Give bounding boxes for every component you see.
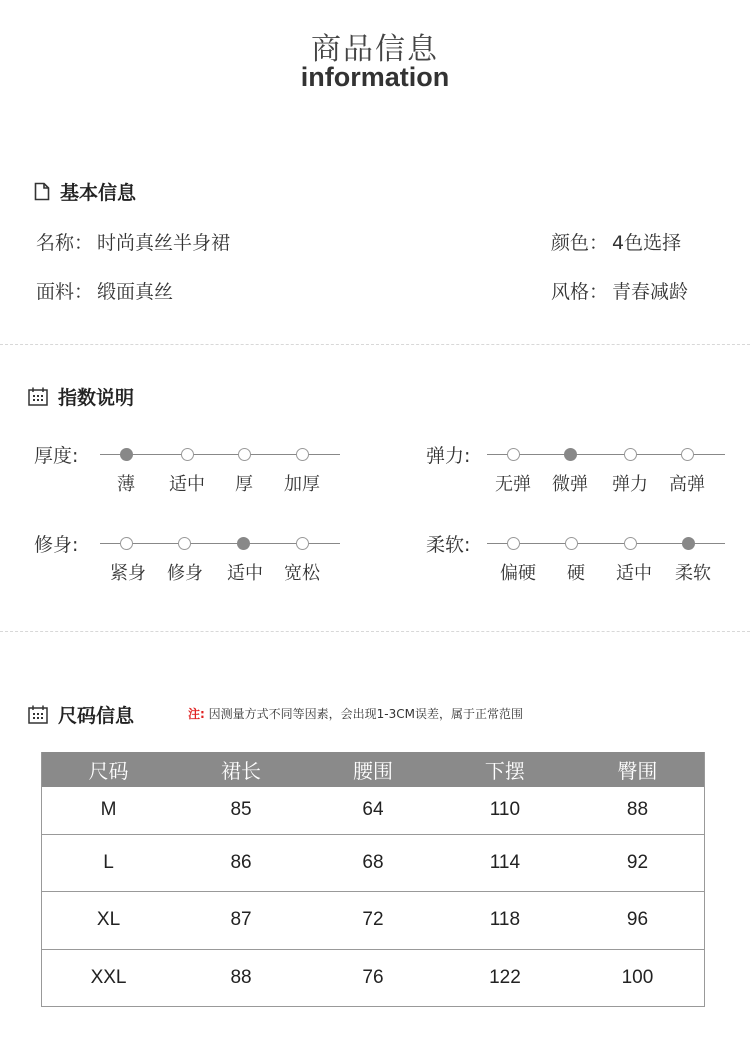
scale-dot-selected (564, 448, 577, 461)
scale-option: 柔软 (675, 563, 711, 584)
scale-thickness (100, 454, 340, 495)
scale-option: 加厚 (284, 474, 320, 495)
scale-label-thickness: 厚度: (34, 445, 79, 467)
info-fabric-label: 面料： (36, 281, 94, 303)
scale-option: 修身 (167, 563, 203, 584)
table-header-row (42, 752, 705, 787)
divider (0, 344, 750, 345)
scale-option: 适中 (169, 474, 205, 495)
table-cell: 122 (439, 949, 571, 1007)
info-style (551, 277, 688, 304)
size-note-text: 因测量方式不同等因素，会出现1-3CM误差，属于正常范围 (208, 707, 523, 721)
table-header: 臀围 (571, 752, 705, 787)
table-cell: 88 (175, 949, 307, 1007)
scale-option: 厚 (235, 474, 253, 495)
table-row (42, 834, 705, 892)
table-cell: 92 (571, 834, 705, 892)
table-cell: 72 (307, 892, 439, 950)
index-heading (28, 383, 134, 410)
table-cell: 96 (571, 892, 705, 950)
table-cell: 76 (307, 949, 439, 1007)
scale-option: 微弹 (552, 474, 588, 495)
scale-dot (238, 448, 251, 461)
table-header: 尺码 (42, 752, 176, 787)
table-cell: XXL (42, 949, 176, 1007)
info-fabric (36, 277, 173, 304)
scale-dot (181, 448, 194, 461)
scale-softness (487, 543, 725, 584)
scale-option: 偏硬 (500, 563, 536, 584)
table-cell: L (42, 834, 176, 892)
table-cell: 110 (439, 787, 571, 834)
basic-info-title: 基本信息 (60, 182, 137, 204)
size-note-prefix: 注: (188, 707, 205, 721)
info-name-value: 时尚真丝半身裙 (97, 232, 231, 254)
table-cell: 68 (307, 834, 439, 892)
calendar-icon (28, 387, 48, 406)
basic-info-heading (34, 178, 136, 205)
scale-option: 弹力 (612, 474, 648, 495)
size-heading (28, 701, 134, 728)
table-header: 腰围 (307, 752, 439, 787)
info-color-value: 4色选择 (612, 232, 682, 254)
table-cell: 64 (307, 787, 439, 834)
table-cell: 114 (439, 834, 571, 892)
scale-dot (507, 537, 520, 550)
scale-dot (624, 448, 637, 461)
scale-dot (296, 537, 309, 550)
table-cell: XL (42, 892, 176, 950)
scale-label-elasticity: 弹力: (426, 445, 471, 467)
size-title: 尺码信息 (58, 705, 135, 727)
table-row (42, 787, 705, 834)
divider (0, 631, 750, 632)
scale-dot (296, 448, 309, 461)
scale-option: 无弹 (495, 474, 531, 495)
info-name (36, 228, 230, 255)
scale-fit (100, 543, 340, 584)
scale-dot (624, 537, 637, 550)
scale-option: 适中 (616, 563, 652, 584)
table-header: 下摆 (439, 752, 571, 787)
info-color (551, 228, 681, 255)
info-name-label: 名称： (36, 232, 94, 254)
scale-label-fit: 修身: (34, 534, 79, 556)
scale-dot (120, 537, 133, 550)
scale-label-softness: 柔软: (426, 534, 471, 556)
page-subtitle: information (300, 62, 450, 92)
page-title: 商品信息 (311, 32, 439, 67)
size-table (41, 752, 705, 1007)
table-cell: 100 (571, 949, 705, 1007)
scale-dot (507, 448, 520, 461)
scale-option: 薄 (117, 474, 135, 495)
table-cell: 85 (175, 787, 307, 834)
table-row (42, 949, 705, 1007)
scale-option: 紧身 (110, 563, 146, 584)
scale-option: 宽松 (284, 563, 320, 584)
document-icon (34, 182, 50, 201)
scale-dot (681, 448, 694, 461)
table-cell: 87 (175, 892, 307, 950)
table-cell: M (42, 787, 176, 834)
scale-dot-selected (682, 537, 695, 550)
scale-option: 高弹 (669, 474, 705, 495)
table-cell: 118 (439, 892, 571, 950)
table-cell: 86 (175, 834, 307, 892)
table-cell: 88 (571, 787, 705, 834)
table-header: 裙长 (175, 752, 307, 787)
info-style-value: 青春减龄 (612, 281, 689, 303)
scale-option: 适中 (227, 563, 263, 584)
info-fabric-value: 缎面真丝 (97, 281, 174, 303)
info-style-label: 风格： (551, 281, 609, 303)
index-title: 指数说明 (58, 387, 135, 409)
table-row (42, 892, 705, 950)
scale-dot-selected (237, 537, 250, 550)
calendar-icon (28, 705, 48, 724)
size-note (188, 705, 523, 722)
scale-elasticity (487, 454, 725, 495)
scale-dot (178, 537, 191, 550)
scale-dot-selected (120, 448, 133, 461)
info-color-label: 颜色： (551, 232, 609, 254)
scale-dot (565, 537, 578, 550)
scale-option: 硬 (567, 563, 585, 584)
